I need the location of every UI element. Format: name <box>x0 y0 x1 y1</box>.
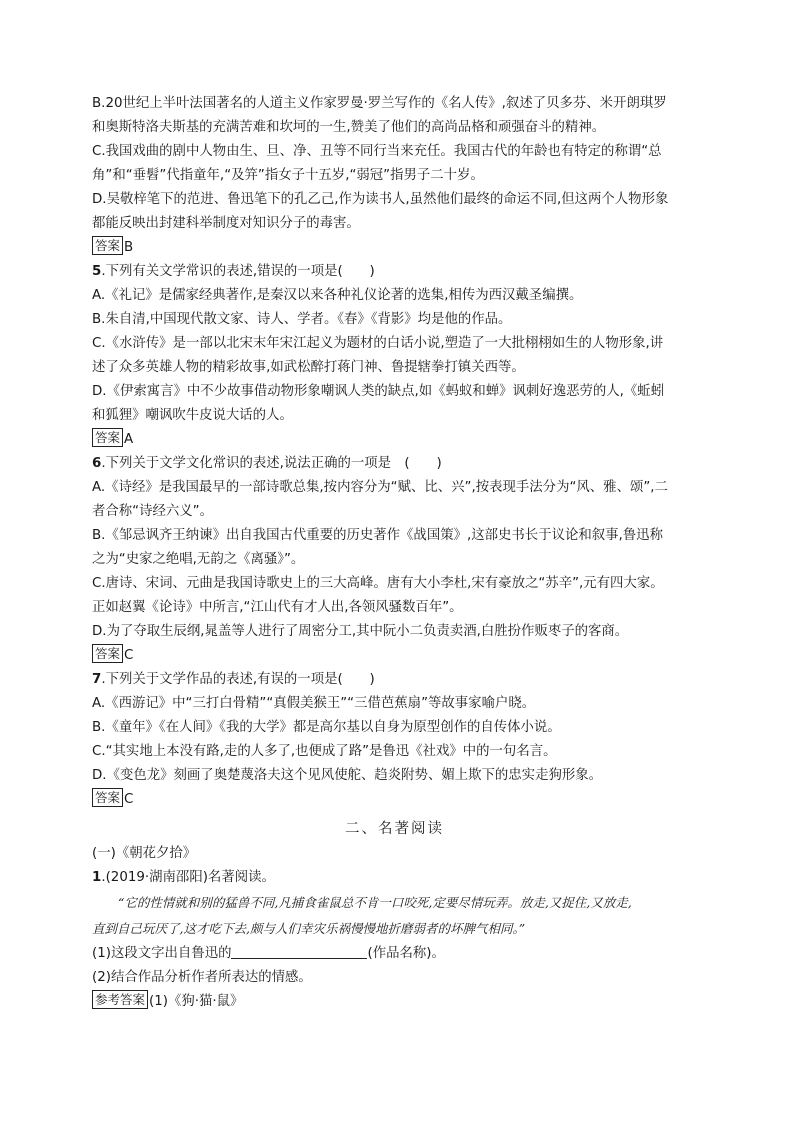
answer-label: 答案 <box>92 788 123 807</box>
q6-option-b-line1: B.《邹忌讽齐王纳谏》出自我国古代重要的历史著作《战国策》,这部史书长于议论和叙事,鲁迅称 <box>92 528 663 543</box>
q7-option-d: D.《变色龙》刻画了奥楚蔑洛夫这个见风使舵、趋炎附势、媚上欺下的忠实走狗形象。 <box>92 768 603 783</box>
q5-answer <box>92 428 697 452</box>
q1-sub1 <box>92 942 697 966</box>
q5-option-d-line2: 和狐狸》嘲讽吹牛皮说大话的人。 <box>92 408 293 423</box>
q7-answer <box>92 788 697 812</box>
answer-value: B <box>124 240 134 255</box>
q6-option-c-line2: 正如赵翼《论诗》中所言,“江山代有才人出,各领风骚数百年”。 <box>92 600 463 615</box>
q7-option-c: C.“其实地上本没有路,走的人多了,也便成了路”是鲁迅《社戏》中的一句名言。 <box>92 744 557 759</box>
q6-option-a-line1: A.《诗经》是我国最早的一部诗歌总集,按内容分为“赋、比、兴”,按表现手法分为“风、雅、颂”,二 <box>92 480 668 495</box>
q1-sub2: (2)结合作品分析作者所表达的情感。 <box>92 970 312 985</box>
q5-stem <box>92 260 697 284</box>
q1-answer <box>92 990 697 1014</box>
answer-value: A <box>124 432 134 447</box>
answer-label: 答案 <box>92 428 123 447</box>
q6-option-d: D.为了夺取生辰纲,晁盖等人进行了周密分工,其中阮小二负责卖酒,白胜扮作贩枣子的客商。 <box>92 624 629 639</box>
q5-option-c-line1: C.《水浒传》是一部以北宋末年宋江起义为题材的白话小说,塑造了一大批栩栩如生的人物形象,讲 <box>92 336 664 351</box>
q6-option-c-line1: C.唐诗、宋词、元曲是我国诗歌史上的三大高峰。唐有大小李杜,宋有豪放之“苏辛”,元有四大家。 <box>92 576 664 591</box>
question-text: .下列关于文学作品的表述,有误的一项是( ) <box>101 672 375 687</box>
q7-option-b: B.《童年》《在人间》《我的大学》都是高尔基以自身为原型创作的自传体小说。 <box>92 720 561 735</box>
sub1-suffix: (作品名称)。 <box>367 946 445 961</box>
question-number: 7 <box>92 672 102 687</box>
q4-option-c-line1: C.我国戏曲的剧中人物由生、旦、净、丑等不同行当来充任。我国古代的年龄也有特定的称谓“总 <box>92 144 662 159</box>
q4-option-c-line2: 角”和“垂髫”代指童年,“及笄”指女子十五岁,“弱冠”指男子二十岁。 <box>92 168 484 183</box>
answer-value: C <box>124 648 134 663</box>
question-number: 6 <box>92 456 102 471</box>
q4-option-d-line2: 都能反映出封建科举制度对知识分子的毒害。 <box>92 216 360 231</box>
q6-option-b-line2: 之为“史家之绝唱,无韵之《离骚》”。 <box>92 552 305 567</box>
q4-option-b-line1: B.20世纪上半叶法国著名的人道主义作家罗曼·罗兰写作的《名人传》,叙述了贝多芬、米开朗琪罗 <box>92 96 667 111</box>
sub1-prefix: (1)这段文字出自鲁迅的 <box>92 946 232 961</box>
section-title: 二、名著阅读 <box>345 821 444 837</box>
q1-quote-line2: 直到自己玩厌了,这才吃下去,颇与人们幸灾乐祸慢慢地折磨弱者的坏脾气相同。” <box>92 921 526 936</box>
q5-option-c-line2: 述了众多英雄人物的精彩故事,如武松醉打蒋门神、鲁提辖拳打镇关西等。 <box>92 360 525 375</box>
answer-label: 答案 <box>92 644 123 663</box>
q7-stem <box>92 668 697 692</box>
question-text: .下列关于文学文化常识的表述,说法正确的一项是 ( ) <box>101 456 442 471</box>
q5-option-b: B.朱自清,中国现代散文家、诗人、学者。《春》《背影》均是他的作品。 <box>92 312 512 327</box>
q4-option-b-line2: 和奥斯特洛夫斯基的充满苦难和坎坷的一生,赞美了他们的高尚品格和顽强奋斗的精神。 <box>92 120 606 135</box>
q5-option-d-line1: D.《伊索寓言》中不少故事借动物形象嘲讽人类的缺点,如《蚂蚁和蝉》讽刺好逸恶劳的人,《蚯蚓 <box>92 384 665 399</box>
q5-option-a: A.《礼记》是儒家经典著作,是秦汉以来各种礼仪论著的选集,相传为西汉戴圣编撰。 <box>92 288 583 303</box>
q4-option-d-line1: D.吴敬梓笔下的范进、鲁迅笔下的孔乙己,作为读书人,虽然他们最终的命运不同,但这两个人物形象 <box>92 192 669 207</box>
answer-label: 答案 <box>92 236 123 255</box>
question-number: 5 <box>92 264 102 279</box>
question-text: .下列有关文学常识的表述,错误的一项是( ) <box>101 264 375 279</box>
question-number: 1 <box>92 870 102 885</box>
fill-in-blank[interactable] <box>231 944 367 959</box>
q6-option-a-line2: 者合称“诗经六义”。 <box>92 504 213 519</box>
q7-option-a: A.《西游记》中“三打白骨精”“真假美猴王”“三借芭蕉扇”等故事家喻户晓。 <box>92 696 536 711</box>
subsection-title: (一)《朝花夕拾》 <box>92 846 197 861</box>
answer-value: (1)《狗·猫·鼠》 <box>149 994 244 1009</box>
q4-answer <box>92 236 697 260</box>
q6-answer <box>92 644 697 668</box>
question-text: .(2019·湖南邵阳)名著阅读。 <box>101 870 275 885</box>
q6-stem <box>92 452 697 476</box>
q1-stem <box>92 866 697 890</box>
answer-value: C <box>124 792 134 807</box>
q1-quote-line1: “它的性情就和别的猛兽不同,凡捕食雀鼠总不肯一口咬死,定要尽情玩弄。放走,又捉住,又放走, <box>118 895 632 910</box>
content-area <box>92 92 697 1014</box>
reference-answer-label: 参考答案 <box>92 990 148 1009</box>
